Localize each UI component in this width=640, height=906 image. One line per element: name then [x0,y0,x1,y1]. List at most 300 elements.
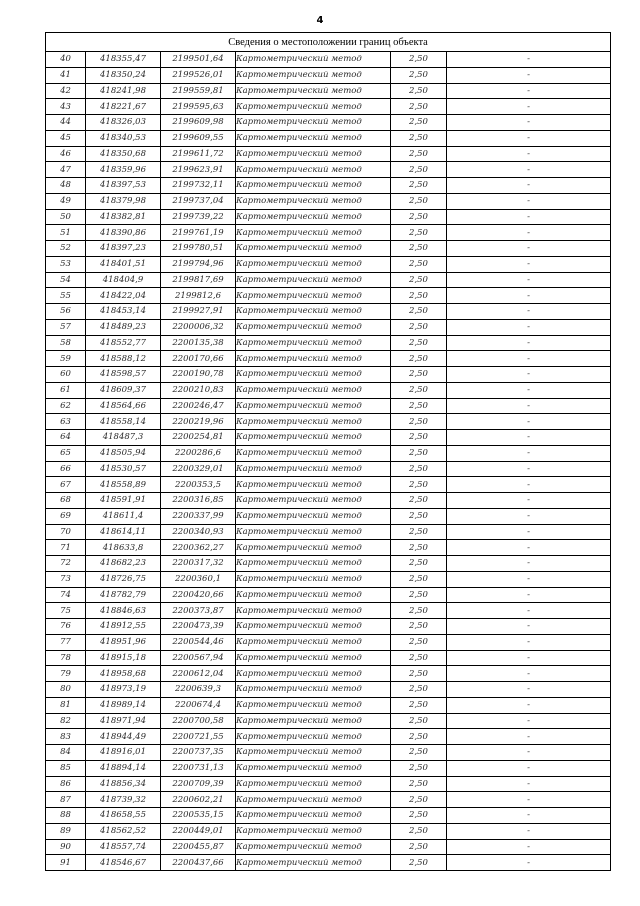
y-coordinate-cell: 2199737,04 [161,193,236,209]
x-coordinate-cell: 418562,52 [86,823,161,839]
y-coordinate-cell: 2200567,94 [161,650,236,666]
page-number: 4 [316,15,324,26]
x-coordinate-cell: 418682,23 [86,556,161,572]
description-cell: - [447,241,611,257]
table-row [46,682,611,698]
point-number-cell: 75 [46,603,86,619]
point-number-cell: 78 [46,650,86,666]
precision-cell: 2,50 [391,272,447,288]
description-cell: - [447,461,611,477]
point-number-cell: 58 [46,335,86,351]
precision-cell: 2,50 [391,288,447,304]
y-coordinate-cell: 2200254,81 [161,430,236,446]
point-number-cell: 62 [46,398,86,414]
y-coordinate-cell: 2200210,83 [161,382,236,398]
y-coordinate-cell: 2199927,91 [161,304,236,320]
x-coordinate-cell: 418916,01 [86,745,161,761]
precision-cell: 2,50 [391,855,447,871]
description-cell: - [447,823,611,839]
x-coordinate-cell: 418489,23 [86,319,161,335]
x-coordinate-cell: 418397,53 [86,178,161,194]
point-number-cell: 41 [46,67,86,83]
y-coordinate-cell: 2200473,39 [161,619,236,635]
x-coordinate-cell: 418221,67 [86,99,161,115]
table-row [46,256,611,272]
x-coordinate-cell: 418382,81 [86,209,161,225]
precision-cell: 2,50 [391,225,447,241]
y-coordinate-cell: 2200337,99 [161,508,236,524]
method-cell: Картометрический метод [236,382,391,398]
description-cell: - [447,666,611,682]
table-row [46,130,611,146]
precision-cell: 2,50 [391,414,447,430]
x-coordinate-cell: 418390,86 [86,225,161,241]
y-coordinate-cell: 2200437,66 [161,855,236,871]
table-row [46,619,611,635]
point-number-cell: 48 [46,178,86,194]
precision-cell: 2,50 [391,792,447,808]
table-row [46,477,611,493]
point-number-cell: 88 [46,808,86,824]
description-cell: - [447,52,611,68]
table-row [46,650,611,666]
table-row [46,792,611,808]
point-number-cell: 74 [46,587,86,603]
y-coordinate-cell: 2200449,01 [161,823,236,839]
table-row [46,304,611,320]
description-cell: - [447,256,611,272]
method-cell: Картометрический метод [236,130,391,146]
x-coordinate-cell: 418915,18 [86,650,161,666]
method-cell: Картометрический метод [236,855,391,871]
description-cell: - [447,382,611,398]
x-coordinate-cell: 418856,34 [86,776,161,792]
method-cell: Картометрический метод [236,351,391,367]
table-title-row [46,33,611,52]
point-number-cell: 69 [46,508,86,524]
table-row [46,178,611,194]
method-cell: Картометрический метод [236,493,391,509]
precision-cell: 2,50 [391,146,447,162]
description-cell: - [447,146,611,162]
method-cell: Картометрический метод [236,808,391,824]
x-coordinate-cell: 418611,4 [86,508,161,524]
x-coordinate-cell: 418989,14 [86,697,161,713]
method-cell: Картометрический метод [236,823,391,839]
x-coordinate-cell: 418609,37 [86,382,161,398]
table-row [46,729,611,745]
point-number-cell: 70 [46,524,86,540]
method-cell: Картометрический метод [236,272,391,288]
point-number-cell: 66 [46,461,86,477]
x-coordinate-cell: 418404,9 [86,272,161,288]
description-cell: - [447,556,611,572]
precision-cell: 2,50 [391,430,447,446]
y-coordinate-cell: 2200316,85 [161,493,236,509]
point-number-cell: 71 [46,540,86,556]
description-cell: - [447,445,611,461]
precision-cell: 2,50 [391,115,447,131]
y-coordinate-cell: 2199611,72 [161,146,236,162]
x-coordinate-cell: 418350,24 [86,67,161,83]
y-coordinate-cell: 2199623,91 [161,162,236,178]
precision-cell: 2,50 [391,587,447,603]
point-number-cell: 67 [46,477,86,493]
y-coordinate-cell: 2200709,39 [161,776,236,792]
point-number-cell: 73 [46,571,86,587]
point-number-cell: 72 [46,556,86,572]
description-cell: - [447,619,611,635]
method-cell: Картометрический метод [236,760,391,776]
point-number-cell: 90 [46,839,86,855]
table-row [46,760,611,776]
method-cell: Картометрический метод [236,619,391,635]
method-cell: Картометрический метод [236,445,391,461]
table-row [46,776,611,792]
x-coordinate-cell: 418558,89 [86,477,161,493]
x-coordinate-cell: 418557,74 [86,839,161,855]
x-coordinate-cell: 418505,94 [86,445,161,461]
table-row [46,603,611,619]
x-coordinate-cell: 418846,63 [86,603,161,619]
description-cell: - [447,508,611,524]
description-cell: - [447,839,611,855]
x-coordinate-cell: 418422,04 [86,288,161,304]
y-coordinate-cell: 2200362,27 [161,540,236,556]
point-number-cell: 60 [46,367,86,383]
boundary-coordinates-table [45,32,611,871]
y-coordinate-cell: 2199780,51 [161,241,236,257]
precision-cell: 2,50 [391,839,447,855]
description-cell: - [447,319,611,335]
precision-cell: 2,50 [391,682,447,698]
description-cell: - [447,225,611,241]
description-cell: - [447,760,611,776]
x-coordinate-cell: 418379,98 [86,193,161,209]
table-row [46,398,611,414]
description-cell: - [447,430,611,446]
point-number-cell: 40 [46,52,86,68]
point-number-cell: 61 [46,382,86,398]
point-number-cell: 76 [46,619,86,635]
point-number-cell: 77 [46,634,86,650]
y-coordinate-cell: 2199609,98 [161,115,236,131]
method-cell: Картометрический метод [236,571,391,587]
description-cell: - [447,115,611,131]
method-cell: Картометрический метод [236,99,391,115]
precision-cell: 2,50 [391,445,447,461]
precision-cell: 2,50 [391,162,447,178]
description-cell: - [447,209,611,225]
description-cell: - [447,414,611,430]
description-cell: - [447,304,611,320]
precision-cell: 2,50 [391,477,447,493]
method-cell: Картометрический метод [236,178,391,194]
precision-cell: 2,50 [391,776,447,792]
precision-cell: 2,50 [391,493,447,509]
precision-cell: 2,50 [391,619,447,635]
method-cell: Картометрический метод [236,666,391,682]
method-cell: Картометрический метод [236,587,391,603]
point-number-cell: 57 [46,319,86,335]
y-coordinate-cell: 2199501,64 [161,52,236,68]
description-cell: - [447,193,611,209]
y-coordinate-cell: 2200329,01 [161,461,236,477]
precision-cell: 2,50 [391,193,447,209]
x-coordinate-cell: 418726,75 [86,571,161,587]
x-coordinate-cell: 418326,03 [86,115,161,131]
description-cell: - [447,682,611,698]
description-cell: - [447,729,611,745]
precision-cell: 2,50 [391,760,447,776]
method-cell: Картометрический метод [236,524,391,540]
x-coordinate-cell: 418633,8 [86,540,161,556]
table-row [46,634,611,650]
description-cell: - [447,808,611,824]
y-coordinate-cell: 2200737,35 [161,745,236,761]
table-row [46,524,611,540]
table-row [46,430,611,446]
description-cell: - [447,697,611,713]
precision-cell: 2,50 [391,729,447,745]
x-coordinate-cell: 418359,96 [86,162,161,178]
table-row [46,414,611,430]
point-number-cell: 68 [46,493,86,509]
description-cell: - [447,398,611,414]
method-cell: Картометрический метод [236,634,391,650]
y-coordinate-cell: 2199559,81 [161,83,236,99]
x-coordinate-cell: 418591,91 [86,493,161,509]
y-coordinate-cell: 2200135,38 [161,335,236,351]
precision-cell: 2,50 [391,83,447,99]
table-row [46,272,611,288]
table-row [46,445,611,461]
method-cell: Картометрический метод [236,319,391,335]
y-coordinate-cell: 2200639,3 [161,682,236,698]
table-row [46,571,611,587]
method-cell: Картометрический метод [236,776,391,792]
method-cell: Картометрический метод [236,650,391,666]
precision-cell: 2,50 [391,508,447,524]
point-number-cell: 46 [46,146,86,162]
table-row [46,193,611,209]
x-coordinate-cell: 418944,49 [86,729,161,745]
x-coordinate-cell: 418401,51 [86,256,161,272]
point-number-cell: 82 [46,713,86,729]
method-cell: Картометрический метод [236,508,391,524]
x-coordinate-cell: 418397,23 [86,241,161,257]
precision-cell: 2,50 [391,130,447,146]
description-cell: - [447,493,611,509]
point-number-cell: 83 [46,729,86,745]
method-cell: Картометрический метод [236,697,391,713]
y-coordinate-cell: 2200246,47 [161,398,236,414]
precision-cell: 2,50 [391,540,447,556]
method-cell: Картометрический метод [236,839,391,855]
method-cell: Картометрический метод [236,162,391,178]
method-cell: Картометрический метод [236,729,391,745]
x-coordinate-cell: 418558,14 [86,414,161,430]
precision-cell: 2,50 [391,634,447,650]
table-row [46,697,611,713]
table-row [46,162,611,178]
y-coordinate-cell: 2200170,66 [161,351,236,367]
method-cell: Картометрический метод [236,115,391,131]
method-cell: Картометрический метод [236,682,391,698]
point-number-cell: 42 [46,83,86,99]
description-cell: - [447,745,611,761]
x-coordinate-cell: 418453,14 [86,304,161,320]
y-coordinate-cell: 2200602,21 [161,792,236,808]
table-title: Сведения о местоположении границ объекта [46,33,611,52]
y-coordinate-cell: 2200544,46 [161,634,236,650]
method-cell: Картометрический метод [236,713,391,729]
x-coordinate-cell: 418350,68 [86,146,161,162]
point-number-cell: 52 [46,241,86,257]
point-number-cell: 81 [46,697,86,713]
y-coordinate-cell: 2199526,01 [161,67,236,83]
table-row [46,382,611,398]
precision-cell: 2,50 [391,666,447,682]
precision-cell: 2,50 [391,713,447,729]
description-cell: - [447,776,611,792]
table-row [46,146,611,162]
point-number-cell: 65 [46,445,86,461]
point-number-cell: 80 [46,682,86,698]
y-coordinate-cell: 2200373,87 [161,603,236,619]
precision-cell: 2,50 [391,178,447,194]
method-cell: Картометрический метод [236,335,391,351]
x-coordinate-cell: 418912,55 [86,619,161,635]
description-cell: - [447,713,611,729]
table-row [46,508,611,524]
table-row [46,493,611,509]
table-row [46,351,611,367]
description-cell: - [447,540,611,556]
point-number-cell: 59 [46,351,86,367]
description-cell: - [447,650,611,666]
method-cell: Картометрический метод [236,209,391,225]
method-cell: Картометрический метод [236,398,391,414]
x-coordinate-cell: 418564,66 [86,398,161,414]
table-row [46,855,611,871]
description-cell: - [447,792,611,808]
precision-cell: 2,50 [391,367,447,383]
description-cell: - [447,162,611,178]
precision-cell: 2,50 [391,697,447,713]
table-row [46,808,611,824]
method-cell: Картометрический метод [236,225,391,241]
table-row [46,83,611,99]
point-number-cell: 51 [46,225,86,241]
point-number-cell: 84 [46,745,86,761]
method-cell: Картометрический метод [236,256,391,272]
description-cell: - [447,855,611,871]
precision-cell: 2,50 [391,650,447,666]
description-cell: - [447,178,611,194]
table-row [46,587,611,603]
method-cell: Картометрический метод [236,461,391,477]
method-cell: Картометрический метод [236,288,391,304]
x-coordinate-cell: 418588,12 [86,351,161,367]
description-cell: - [447,99,611,115]
y-coordinate-cell: 2199739,22 [161,209,236,225]
precision-cell: 2,50 [391,556,447,572]
table-row [46,319,611,335]
table-row [46,666,611,682]
precision-cell: 2,50 [391,398,447,414]
point-number-cell: 86 [46,776,86,792]
method-cell: Картометрический метод [236,414,391,430]
x-coordinate-cell: 418614,11 [86,524,161,540]
table-row [46,67,611,83]
method-cell: Картометрический метод [236,146,391,162]
description-cell: - [447,272,611,288]
y-coordinate-cell: 2200700,58 [161,713,236,729]
point-number-cell: 87 [46,792,86,808]
point-number-cell: 47 [46,162,86,178]
method-cell: Картометрический метод [236,477,391,493]
x-coordinate-cell: 418958,68 [86,666,161,682]
x-coordinate-cell: 418973,19 [86,682,161,698]
point-number-cell: 56 [46,304,86,320]
table-row [46,209,611,225]
precision-cell: 2,50 [391,524,447,540]
description-cell: - [447,367,611,383]
x-coordinate-cell: 418782,79 [86,587,161,603]
point-number-cell: 54 [46,272,86,288]
table-row [46,367,611,383]
method-cell: Картометрический метод [236,52,391,68]
table-row [46,540,611,556]
method-cell: Картометрический метод [236,603,391,619]
y-coordinate-cell: 2200674,4 [161,697,236,713]
x-coordinate-cell: 418739,32 [86,792,161,808]
point-number-cell: 55 [46,288,86,304]
x-coordinate-cell: 418546,67 [86,855,161,871]
method-cell: Картометрический метод [236,241,391,257]
point-number-cell: 64 [46,430,86,446]
table-row [46,115,611,131]
method-cell: Картометрический метод [236,304,391,320]
method-cell: Картометрический метод [236,193,391,209]
x-coordinate-cell: 418971,94 [86,713,161,729]
x-coordinate-cell: 418241,98 [86,83,161,99]
x-coordinate-cell: 418552,77 [86,335,161,351]
point-number-cell: 45 [46,130,86,146]
point-number-cell: 53 [46,256,86,272]
method-cell: Картометрический метод [236,540,391,556]
precision-cell: 2,50 [391,603,447,619]
precision-cell: 2,50 [391,304,447,320]
point-number-cell: 63 [46,414,86,430]
precision-cell: 2,50 [391,808,447,824]
y-coordinate-cell: 2199609,55 [161,130,236,146]
table-row [46,745,611,761]
x-coordinate-cell: 418530,57 [86,461,161,477]
y-coordinate-cell: 2200190,78 [161,367,236,383]
x-coordinate-cell: 418355,47 [86,52,161,68]
precision-cell: 2,50 [391,335,447,351]
precision-cell: 2,50 [391,319,447,335]
table-row [46,461,611,477]
description-cell: - [447,524,611,540]
precision-cell: 2,50 [391,571,447,587]
table-row [46,288,611,304]
precision-cell: 2,50 [391,256,447,272]
y-coordinate-cell: 2199732,11 [161,178,236,194]
y-coordinate-cell: 2200340,93 [161,524,236,540]
